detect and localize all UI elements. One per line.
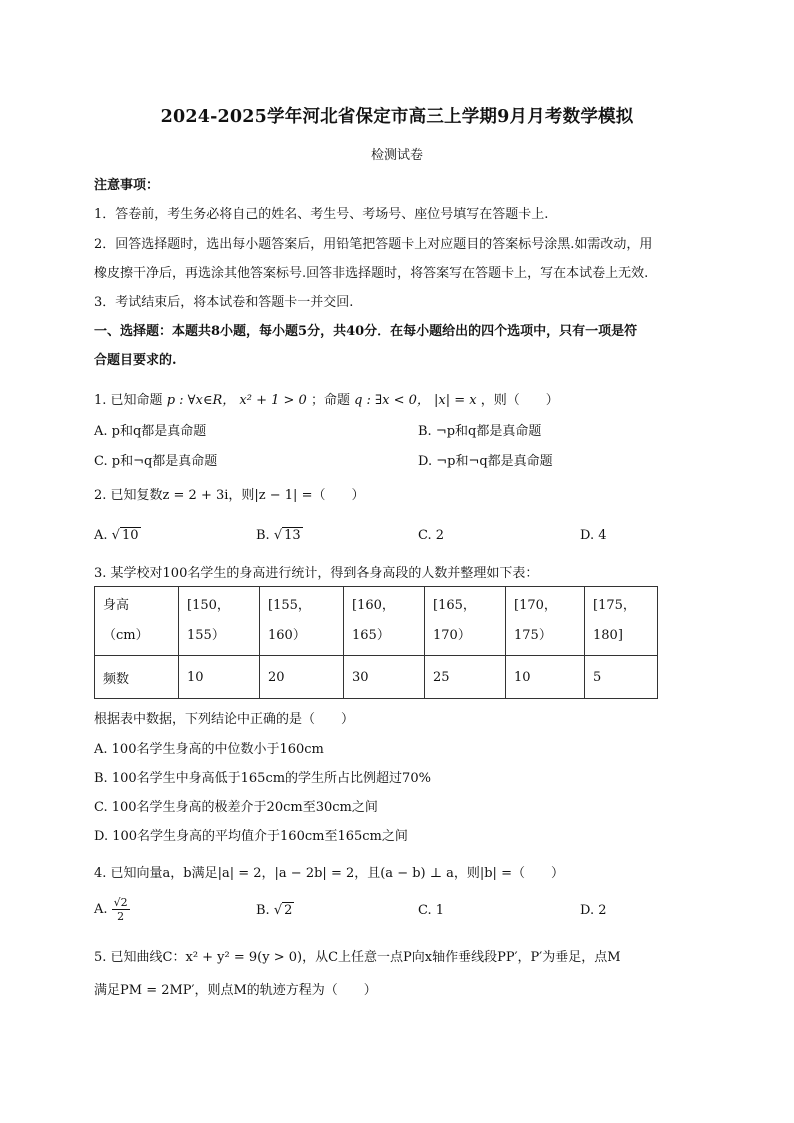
q3-option-b: B. 100名学生中身高低于165cm的学生所占比例超过70% (94, 771, 431, 786)
q4-option-a-label: A. (94, 902, 108, 917)
q4-option-b-label: B. (256, 903, 270, 918)
table-row-label: 频数 (95, 656, 179, 699)
q3-option-a: A. 100名学生身高的中位数小于160cm (94, 742, 324, 757)
q2-option-b-label: B. (256, 528, 270, 543)
q3-option-c: C. 100名学生身高的极差介于20cm至30cm之间 (94, 800, 378, 815)
page-subtitle: 检测试卷 (370, 148, 423, 163)
q2-option-b-value: 13 (284, 528, 301, 543)
q2-option-d: D. 4 (580, 528, 607, 543)
notice-heading: 注意事项： (94, 178, 160, 193)
range-start: [175， (593, 598, 636, 613)
fraction (112, 896, 130, 923)
notice-item-1: 1．答卷前，考生务必将自己的姓名、考生号、考场号、座位号填写在答题卡上. (94, 207, 549, 222)
q4-option-d: D. 2 (580, 903, 607, 918)
sqrt-icon: √ (273, 903, 283, 918)
table-cell: 10 (506, 656, 585, 699)
table-cell (179, 587, 260, 656)
header-label: 身高 (103, 598, 130, 613)
q2-option-a (94, 528, 141, 543)
notice-item-2-cont: 橡皮擦干净后，再选涂其他答案标号.回答非选择题时，将答案写在答题卡上，写在本试卷上无效. (94, 266, 649, 281)
q1-option-d: D. ¬p和¬q都是真命题 (418, 454, 553, 469)
range-end: 165） (352, 628, 390, 643)
range-start: [165， (433, 598, 476, 613)
range-start: [170， (514, 598, 557, 613)
q3-after-text: 根据表中数据，下列结论中正确的是（ ） (94, 712, 355, 727)
q4-option-a (94, 896, 130, 923)
range-start: [160， (352, 598, 395, 613)
table-cell: 10 (179, 656, 260, 699)
table-cell (425, 587, 506, 656)
q2-option-c: C. 2 (418, 528, 445, 543)
table-cell (260, 587, 344, 656)
table-cell: 20 (260, 656, 344, 699)
table-cell: 30 (344, 656, 425, 699)
range-start: [155， (268, 598, 311, 613)
q1-inequality: x² + 1 > 0 (239, 393, 307, 408)
fraction-numerator: √2 (113, 896, 128, 909)
question-1-stem (94, 389, 559, 408)
range-start: [150， (187, 598, 230, 613)
q4-option-b-value: 2 (284, 903, 293, 918)
table-header-cell (95, 587, 179, 656)
q1-option-b: B. ¬p和q都是真命题 (418, 424, 542, 439)
sqrt-icon: √ (273, 528, 283, 543)
fraction-denominator: 2 (117, 910, 125, 923)
q2-option-b (256, 528, 303, 543)
table-cell: 25 (425, 656, 506, 699)
q2-option-a-label: A. (94, 528, 108, 543)
question-4-stem: 4. 已知向量a，b满足|a| = 2，|a − 2b| = 2，且(a − b) ⊥ a，则|b| =（ ） (94, 866, 564, 881)
q3-option-d: D. 100名学生身高的平均值介于160cm至165cm之间 (94, 829, 408, 844)
q1-stem-c: ，则（ ） (480, 393, 559, 408)
notice-item-3: 3．考试结束后，将本试卷和答题卡一并交回. (94, 295, 354, 310)
table-cell (585, 587, 658, 656)
range-end: 155） (187, 628, 225, 643)
question-3-stem: 3. 某学校对100名学生的身高进行统计，得到各身高段的人数并整理如下表： (94, 566, 539, 581)
table-cell (344, 587, 425, 656)
question-2-stem: 2. 已知复数z = 2 + 3i，则|z − 1| =（ ） (94, 488, 365, 503)
table-row (95, 656, 658, 699)
q1-stem-b: ；命题 (310, 393, 350, 408)
q1-option-a: A. p和q都是真命题 (94, 424, 207, 439)
header-unit: （cm） (103, 628, 149, 643)
section-heading-cont: 合题目要求的. (94, 353, 177, 368)
table-row (95, 587, 658, 656)
q4-option-c: C. 1 (418, 903, 445, 918)
table-cell (506, 587, 585, 656)
q1-stem-a: 1. 已知命题 (94, 393, 163, 408)
range-end: 175） (514, 628, 552, 643)
range-end: 170） (433, 628, 471, 643)
page-title: 2024-2025学年河北省保定市高三上学期9月月考数学模拟 (160, 107, 634, 127)
section-heading: 一、选择题：本题共8小题，每小题5分，共40分．在每小题给出的四个选项中，只有一项是符 (94, 324, 638, 339)
question-5-line-1: 5. 已知曲线C：x² + y² = 9(y > 0)，从C上任意一点P向x轴作垂线段PP′，P′为垂足，点M (94, 950, 621, 965)
range-end: 160） (268, 628, 306, 643)
height-frequency-table (94, 586, 658, 699)
notice-item-2: 2．回答选择题时，选出每小题答案后，用铅笔把答题卡上对应题目的答案标号涂黑.如需改动，用 (94, 237, 653, 252)
question-5-line-2: 满足PM = 2MP′，则点M的轨迹方程为（ ） (94, 983, 377, 998)
table-cell: 5 (585, 656, 658, 699)
q1-abs-expression: |x| = x (434, 393, 477, 408)
sqrt-icon: √ (111, 528, 120, 543)
q1-p-expression: p : ∀x∈R， (166, 393, 236, 408)
q1-q-expression: q : ∃x < 0， (354, 393, 430, 408)
q2-option-a-value: 10 (121, 528, 139, 543)
q4-option-b (256, 903, 294, 918)
q1-option-c: C. p和¬q都是真命题 (94, 454, 218, 469)
range-end: 180] (593, 628, 623, 643)
